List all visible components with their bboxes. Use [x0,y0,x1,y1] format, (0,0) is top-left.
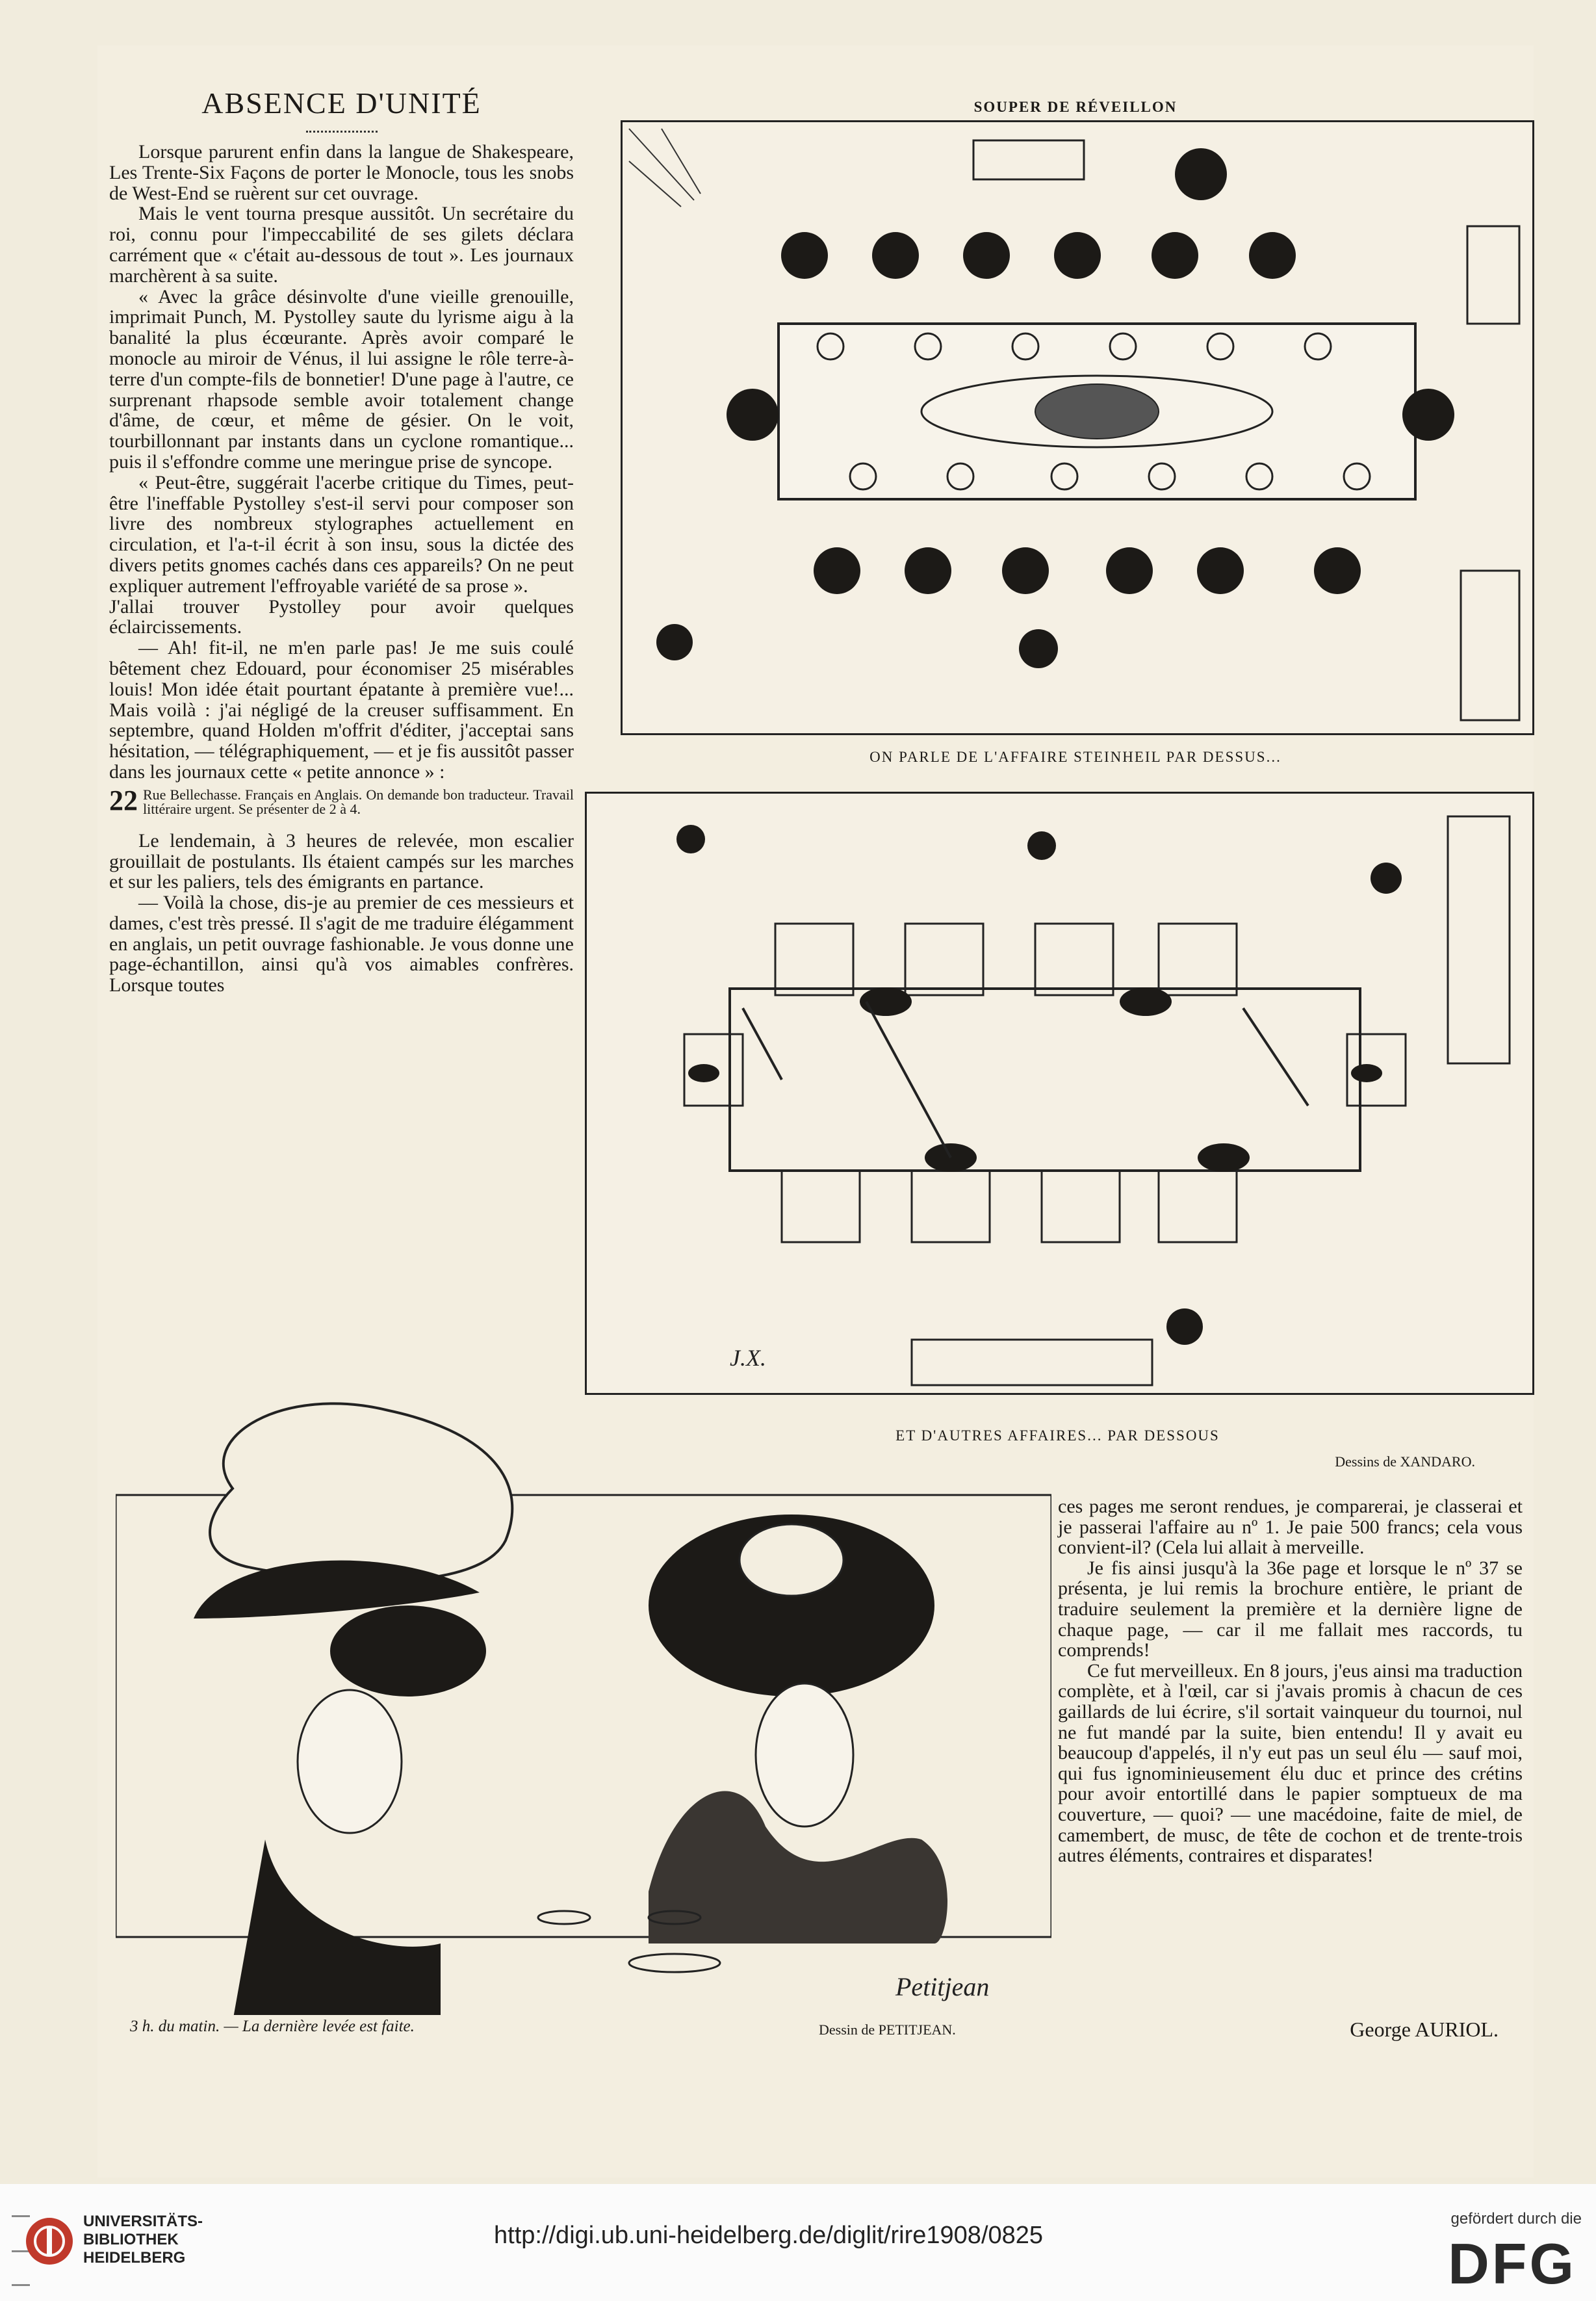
article-column [109,77,574,996]
credit-xandaro: Dessins de XANDARO. [1335,1453,1475,1470]
bottom-illustration [116,1372,1051,2015]
svg-text:J.X.: J.X. [730,1345,766,1371]
paragraph: Mais le vent tourna presque aussitôt. Un secrétaire du roi, connu pour l'impeccabilité de ses gilets déclara carrément que « c'était au-dessous de tout ». Les journaux marchèrent à sa suite. [109,203,574,287]
funding-label: gefördert durch die [1450,2210,1582,2228]
dinner-table-above-drawing [623,122,1532,733]
top-illustration-caption: ON PARLE DE L'AFFAIRE STEINHEIL PAR DESSUS... [869,749,1281,765]
credit-petitjean: Dessin de PETITJEAN. [819,2022,956,2038]
article-title: ABSENCE D'UNITÉ [201,86,482,120]
digitization-footer [0,2184,1596,2301]
bottom-illustration-caption: 3 h. du matin. — La dernière levée est faite. [130,2018,415,2035]
title-ornament [306,124,378,133]
classified-ad [109,784,574,817]
ad-text: Rue Bellechasse. Français en Anglais. On demande bon traducteur. Travail littéraire urgent. Se présenter de 2 à 4. [143,786,574,817]
middle-illustration-caption: ET D'AUTRES AFFAIRES... PAR DESSOUS [895,1427,1220,1444]
paragraph: ces pages me seront rendues, je comparerai, je classerai et je passerai l'affaire au nº 1. Je paie 500 francs; cela vous convient-il? (Cela lui allait à merveille. [1058,1496,1523,1559]
library-name: UNIVERSITÄTS- BIBLIOTHEK HEIDELBERG [83,2213,203,2267]
dinner-table-below-drawing [587,794,1532,1393]
illustration-title: SOUPER DE RÉVEILLON [973,99,1178,115]
paragraph: « Peut-être, suggérait l'acerbe critique du Times, peut-être l'ineffable Pystolley s'est-il servi pour composer son livre des nombreux stylographes actuellement en circulation, et l'a-t-il écrit à son insu, sous la dictée des divers petits gnomes cachés dans ces appareils? On ne peut expliquer autrement l'effroyable variété de sa prose ». [109,471,574,597]
two-women-drawing [116,1372,1051,2015]
middle-illustration-frame [585,792,1534,1395]
svg-text:Petitjean: Petitjean [895,1972,990,2001]
university-seal-icon [23,2215,75,2267]
paragraph: « Avec la grâce désinvolte d'une vieille grenouille, imprimait Punch, M. Pystolley saute du lyrisme aigu à la banalité la plus écœurante. Après avoir comparé le monocle au miroir de Vénus, il lui assigne le rôle terre-à-terre d'un compte-fils de bonnetier! D'une page à l'autre, ce surprenant rhapsode semble avoir totalement change d'âme, de cœur, et même de gésier. On le voit, tourbillonnant par instants dans un cyclone romantique... puis il s'effondre comme une meringue prise de syncope. [109,285,574,473]
article-continuation [1058,1496,1523,1866]
margin-mark [12,2284,30,2286]
paragraph: J'allai trouver Pystolley pour avoir quelques éclaircissements. [109,595,574,638]
permalink[interactable]: http://digi.ub.uni-heidelberg.de/diglit/rire1908/0825 [494,2222,1044,2249]
paragraph: Le lendemain, à 3 heures de relevée, mon escalier grouillait de postulants. Ils étaient campés sur les marches et sur les paliers, tels des émigrants en partance. [109,829,574,893]
paragraph: Lorsque parurent enfin dans la langue de Shakespeare, Les Trente-Six Façons de porter le Monocle, tous les snobs de West-End se ruèrent sur cet ouvrage. [109,141,574,204]
dfg-logo: DFG [1448,2231,1577,2296]
paragraph: — Voilà la chose, dis-je au premier de ces messieurs et dames, c'est très pressé. Il s'agit de me traduire élégamment en anglais, un petit ouvrage fashionable. Je vous donne une page-échantillon, ainsi qu'à vos aimables confrères. Lorsque toutes [109,892,574,996]
paragraph: Ce fut merveilleux. En 8 jours, j'eus ainsi ma traduction complète, et à l'œil, car si j'avais promis à chacun de ces gaillards de lui écrire, s'il sortait vainqueur du tournoi, nul ne fut mandé par la suite, bien entendu! Il y avait eu beaucoup d'appelés, il n'y eut pas un seul élu — sauf moi, qui fus ignominieusement élu duc et prince des crétins pour avoir entortillé dans le papier somptueux de ma couverture, — quoi? — une macédoine, faite de miel, de camembert, de musc, de tête de cochon et de trente-trois autres éléments, contraires et disparates! [1058,1659,1523,1867]
paragraph: — Ah! fit-il, ne m'en parle pas! Je me suis coulé bêtement chez Edouard, pour économiser 25 misérables louis! Mon idée était pourtant épatante à première vue!... Mais voilà : j'ai négligé de la creuser suffisamment. En septembre, quand Holden m'offrit d'éditer, j'acceptai sans hésitation, — télégraphiquement, — et je fis aussitôt passer dans les journaux cette « petite annonce » : [109,637,574,783]
author-signature: George AURIOL. [1350,2018,1499,2041]
paragraph: Je fis ainsi jusqu'à la 36e page et lorsque le nº 37 se présenta, je lui remis la brochure entière, le priant de traduire seulement la première et la dernière ligne de chaque page, — car il me fallait mes raccords, tu comprends! [1058,1557,1523,1661]
ad-number: 22 [109,784,138,816]
top-illustration-frame [621,120,1534,735]
